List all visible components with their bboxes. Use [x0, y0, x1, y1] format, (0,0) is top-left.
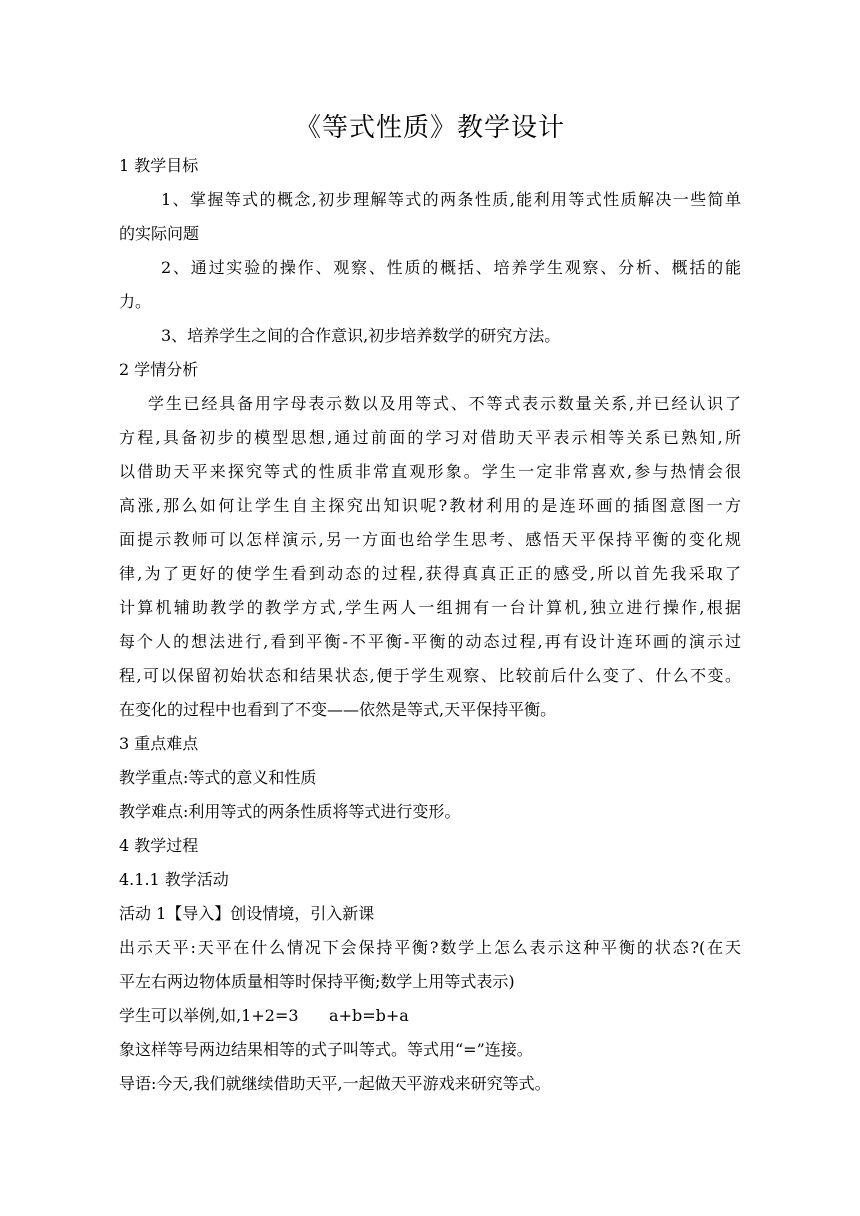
section-heading-objectives: 1 教学目标 — [119, 156, 199, 175]
analysis-line: 在变化的过程中也看到了不变——依然是等式,天平保持平衡。 — [119, 700, 557, 719]
process-line-examples: 学生可以举例,如,1+2=3 a+b=b+a — [119, 1006, 409, 1025]
key-point-line: 教学重点:等式的意义和性质 — [119, 768, 317, 787]
analysis-line: 律,为了更好的使学生看到动态的过程,获得真真正正的感受,所以首先我采取了 — [119, 564, 741, 583]
difficult-point-line: 教学难点:利用等式的两条性质将等式进行变形。 — [119, 802, 461, 821]
objective-2-line-2: 力。 — [119, 292, 152, 311]
process-line: 象这样等号两边结果相等的式子叫等式。等式用“=”连接。 — [119, 1040, 533, 1059]
objective-3-line-1: 3、培养学生之间的合作意识,初步培养数学的研究方法。 — [161, 326, 561, 345]
objective-2-line-1: 2、通过实验的操作、观察、性质的概括、培养学生观察、分析、概括的能 — [161, 258, 741, 277]
analysis-line: 程,可以保留初始状态和结果状态,便于学生观察、比较前后什么变了、什么不变。 — [119, 666, 741, 685]
section-heading-key-points: 3 重点难点 — [119, 734, 199, 753]
subsection-heading-activities: 4.1.1 教学活动 — [119, 870, 229, 889]
objective-1-line-1: 1、掌握等式的概念,初步理解等式的两条性质,能利用等式性质解决一些简单 — [161, 190, 741, 209]
analysis-line: 面提示教师可以怎样演示,另一方面也给学生思考、感悟天平保持平衡的变化规 — [119, 530, 741, 549]
document-title: 《等式性质》教学设计 — [294, 113, 565, 143]
analysis-line: 高涨,那么如何让学生自主探究出知识呢?教材利用的是连环画的插图意图一方 — [119, 496, 741, 515]
section-heading-process: 4 教学过程 — [119, 836, 199, 855]
process-line: 出示天平:天平在什么情况下会保持平衡?数学上怎么表示这种平衡的状态?(在天 — [119, 938, 741, 957]
process-line: 导语:今天,我们就继续借助天平,一起做天平游戏来研究等式。 — [119, 1074, 551, 1093]
activity-1-heading: 活动 1【导入】创设情境，引入新课 — [119, 904, 375, 923]
analysis-line: 学生已经具备用字母表示数以及用等式、不等式表示数量关系,并已经认识了 — [148, 394, 741, 413]
analysis-line: 计算机辅助教学的教学方式,学生两人一组拥有一台计算机,独立进行操作,根据 — [119, 598, 741, 617]
analysis-line: 方程,具备初步的模型思想,通过前面的学习对借助天平表示相等关系已熟知,所 — [119, 428, 741, 447]
analysis-line: 每个人的想法进行,看到平衡-不平衡-平衡的动态过程,再有设计连环画的演示过 — [119, 632, 741, 651]
analysis-line: 以借助天平来探究等式的性质非常直观形象。学生一定非常喜欢,参与热情会很 — [119, 462, 741, 481]
section-heading-analysis: 2 学情分析 — [119, 360, 199, 379]
process-line: 平左右两边物体质量相等时保持平衡;数学上用等式表示) — [119, 972, 515, 991]
objective-1-line-2: 的实际问题 — [119, 224, 200, 243]
